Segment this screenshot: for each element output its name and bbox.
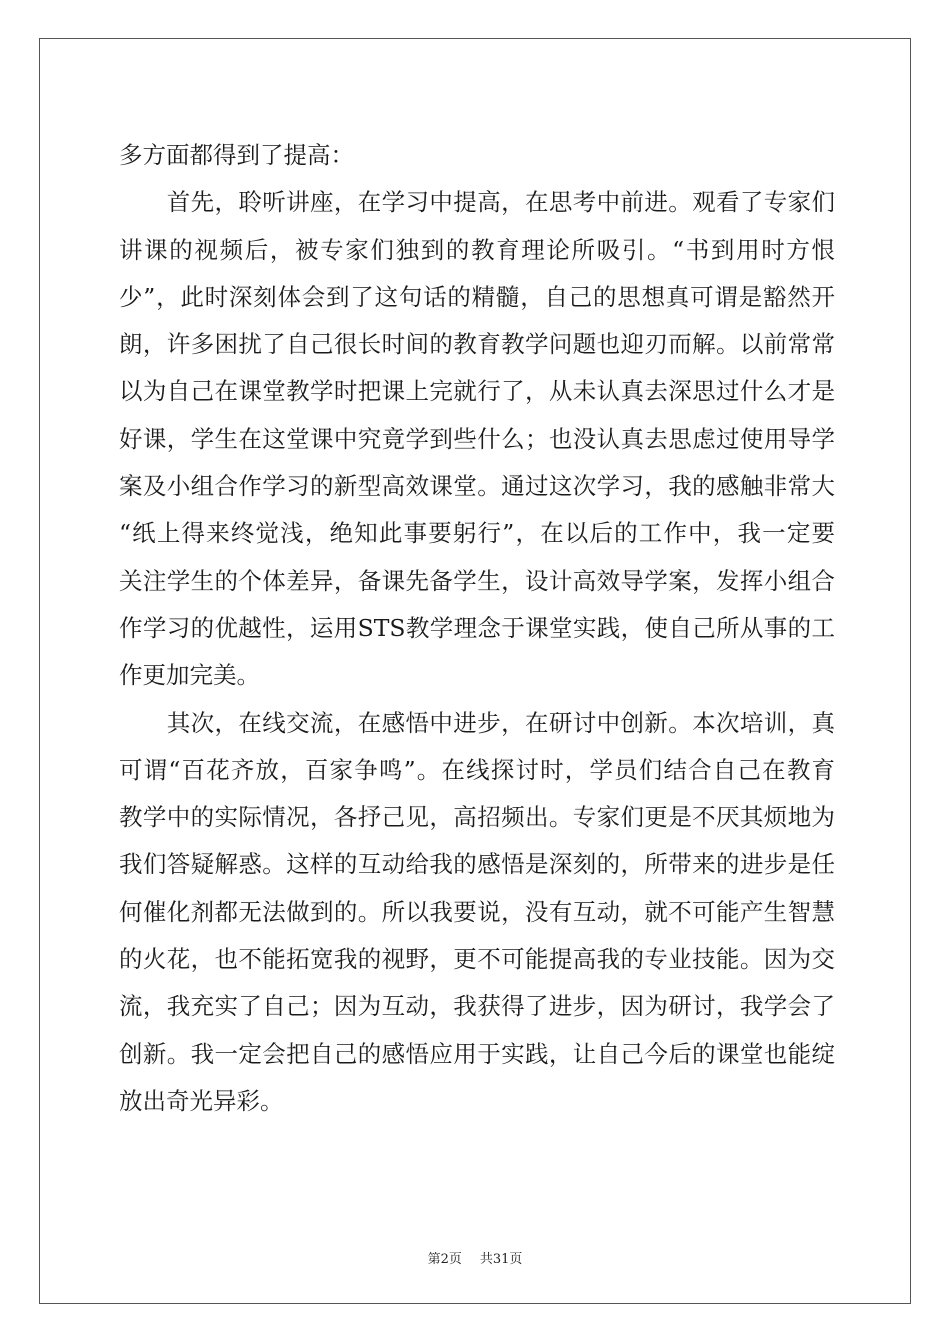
page-footer (0, 1248, 950, 1267)
text-line: 讲课的视频后，被专家们独到的教育理论所吸引。“书到用时方恨 (119, 235, 835, 264)
text-line: “纸上得来终觉浅，绝知此事要躬行”，在以后的工作中，我一定要 (119, 519, 835, 548)
text-line: 我们答疑解惑。这样的互动给我的感悟是深刻的，所带来的进步是任 (119, 850, 835, 879)
text-line: 关注学生的个体差异，备课先备学生，设计高效导学案，发挥小组合 (119, 566, 835, 595)
document-body (119, 132, 835, 1125)
text-line: 多方面都得到了提高： (119, 141, 354, 169)
text-line: 好课，学生在这堂课中究竟学到些什么；也没认真去思虑过使用导学 (119, 424, 835, 453)
text-line: 作学习的优越性，运用STS教学理念于课堂实践，使自己所从事的工 (119, 613, 835, 642)
text-line: 以为自己在课堂教学时把课上完就行了，从未认真去深思过什么才是 (119, 377, 835, 406)
text-line: 的火花，也不能拓宽我的视野，更不可能提高我的专业技能。因为交 (119, 945, 835, 974)
text-line: 首先，聆听讲座，在学习中提高，在思考中前进。观看了专家们 (119, 188, 835, 217)
text-line: 可谓“百花齐放，百家争鸣”。在线探讨时，学员们结合自己在教育 (119, 755, 835, 784)
text-line: 少”，此时深刻体会到了这句话的精髓，自己的思想真可谓是豁然开 (119, 282, 835, 311)
page-number: 第2页 (427, 1252, 462, 1267)
text-line: 流，我充实了自己；因为互动，我获得了进步，因为研讨，我学会了 (119, 992, 835, 1021)
page-total: 共31页 (479, 1252, 523, 1267)
text-line: 其次，在线交流，在感悟中进步，在研讨中创新。本次培训，真 (119, 708, 835, 737)
text-line: 创新。我一定会把自己的感悟应用于实践，让自己今后的课堂也能绽 (119, 1039, 835, 1068)
text-line: 何催化剂都无法做到的。所以我要说，没有互动，就不可能产生智慧 (119, 897, 835, 926)
text-line: 放出奇光异彩。 (119, 1086, 284, 1115)
text-line: 作更加完美。 (119, 661, 260, 690)
text-line: 教学中的实际情况，各抒己见，高招频出。专家们更是不厌其烦地为 (119, 803, 835, 832)
text-line: 案及小组合作学习的新型高效课堂。通过这次学习，我的感触非常大 (119, 472, 835, 501)
text-line: 朗，许多困扰了自己很长时间的教育教学问题也迎刃而解。以前常常 (119, 330, 835, 359)
